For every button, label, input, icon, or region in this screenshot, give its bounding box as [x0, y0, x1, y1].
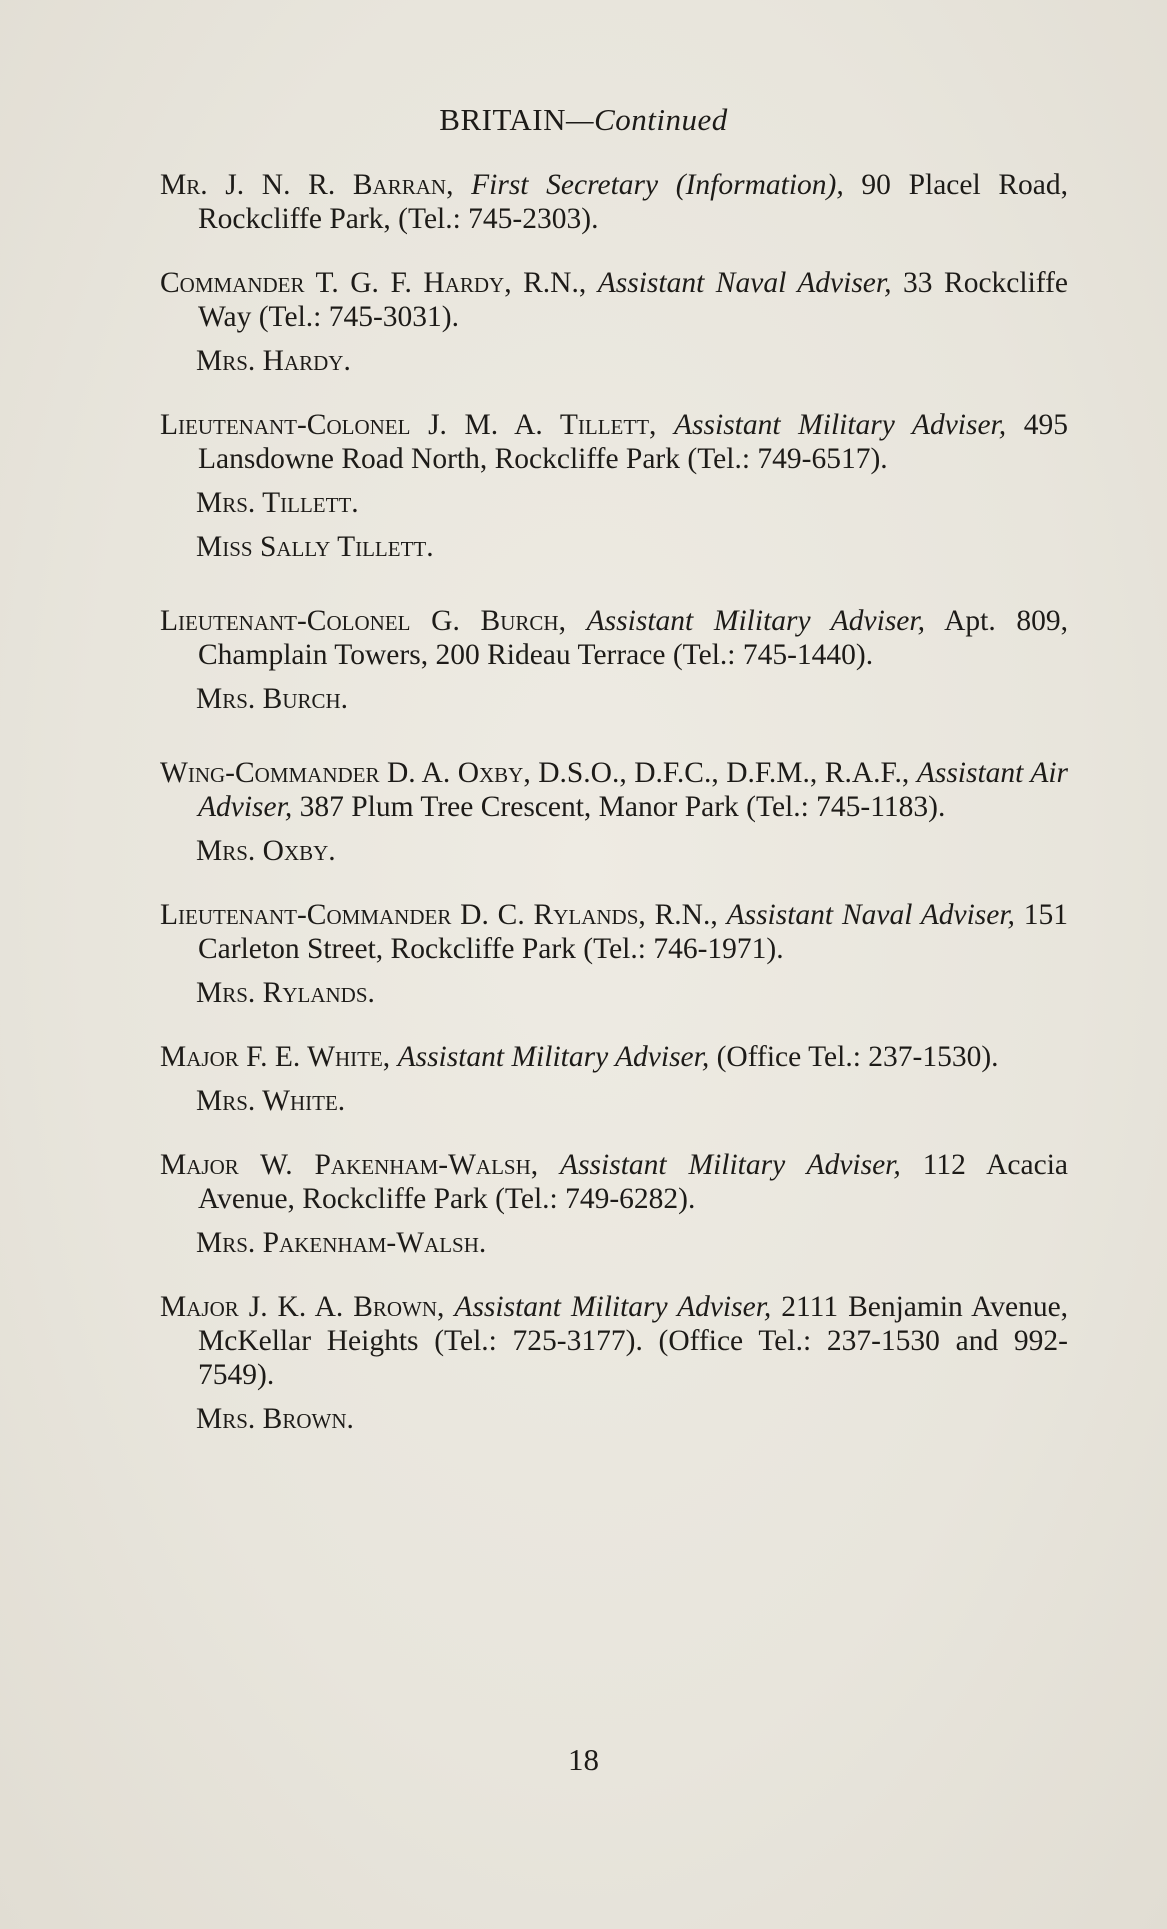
- entry-name: Major F. E. White,: [160, 1041, 391, 1073]
- page-number: 18: [568, 1742, 599, 1777]
- entry-role: Assistant Military Adviser,: [560, 1149, 901, 1181]
- header-continued: —Continued: [566, 102, 728, 137]
- list-entry: [160, 1040, 1068, 1118]
- list-entry: [160, 604, 1068, 716]
- entry-details: 2111 Benjamin Avenue, McKellar Heights (Tel.: 725-3177). (Office Tel.: 237-1530 and 992-7549).: [198, 1291, 1069, 1391]
- entry-details: (Office Tel.: 237-1530).: [716, 1041, 999, 1073]
- entry-family-member: Mrs. Hardy.: [196, 345, 351, 377]
- entry-name: Lieutenant-Colonel J. M. A. Tillett,: [160, 409, 657, 441]
- entry-family-member: Mrs. Pakenham-Walsh.: [196, 1227, 487, 1259]
- entry-name: Major J. K. A. Brown,: [160, 1291, 445, 1323]
- entry-name: Lieutenant-Colonel G. Burch,: [160, 605, 566, 637]
- entry-family-member: Miss Sally Tillett.: [196, 531, 434, 563]
- diplomat-list: [160, 168, 1068, 1466]
- list-entry: [160, 168, 1068, 236]
- list-entry: [160, 1148, 1068, 1260]
- entry-details: 90 Placel Road, Rockcliffe Park, (Tel.: 745-2303).: [198, 169, 1068, 235]
- entry-details: Apt. 809, Champlain Towers, 200 Rideau Terrace (Tel.: 745-1440).: [198, 605, 1069, 671]
- list-entry: [160, 408, 1068, 564]
- entry-main: [160, 168, 1068, 236]
- entry-family-member: Mrs. Brown.: [196, 1403, 354, 1435]
- entry-details: 33 Rockcliffe Way (Tel.: 745-3031).: [198, 267, 1069, 333]
- entry-role: Assistant Military Adviser,: [454, 1291, 772, 1323]
- entry-name: Wing-Commander D. A. Oxby, D.S.O., D.F.C., D.F.M., R.A.F.,: [160, 757, 910, 789]
- entry-details: 112 Acacia Avenue, Rockcliffe Park (Tel.: 749-6282).: [198, 1149, 1068, 1215]
- entry-role: Assistant Naval Adviser,: [726, 899, 1015, 931]
- entry-main: [160, 408, 1068, 476]
- list-entry: [160, 756, 1068, 868]
- entry-family-member: Mrs. White.: [196, 1085, 346, 1117]
- entry-main: [160, 1290, 1068, 1392]
- entry-name: Lieutenant-Commander D. C. Rylands, R.N.,: [160, 899, 718, 931]
- entry-role: Assistant Air Adviser,: [198, 757, 1069, 823]
- entry-main: [160, 756, 1068, 824]
- entry-main: [160, 1148, 1068, 1216]
- entry-name: Major W. Pakenham-Walsh,: [160, 1149, 539, 1181]
- header-country: BRITAIN: [439, 102, 566, 137]
- entry-main: [160, 1040, 1068, 1074]
- entry-main: [160, 898, 1068, 966]
- list-entry: [160, 898, 1068, 1010]
- entry-family-member: Mrs. Rylands.: [196, 977, 375, 1009]
- list-entry: [160, 1290, 1068, 1436]
- entry-role: Assistant Military Adviser,: [397, 1041, 710, 1073]
- entry-name: Commander T. G. F. Hardy, R.N.,: [160, 267, 587, 299]
- entry-role: Assistant Naval Adviser,: [597, 267, 892, 299]
- entry-name: Mr. J. N. R. Barran,: [160, 169, 454, 201]
- entry-details: 387 Plum Tree Crescent, Manor Park (Tel.: 745-1183).: [299, 791, 946, 823]
- entry-family-member: Mrs. Burch.: [196, 683, 349, 715]
- entry-role: Assistant Military Adviser,: [586, 605, 925, 637]
- entry-family-member: Mrs. Tillett.: [196, 487, 359, 519]
- entry-role: Assistant Military Adviser,: [674, 409, 1007, 441]
- entry-main: [160, 266, 1068, 334]
- entry-details: 495 Lansdowne Road North, Rockcliffe Park (Tel.: 749-6517).: [198, 409, 1069, 475]
- entry-main: [160, 604, 1068, 672]
- entry-role: First Secretary (Information),: [471, 169, 844, 201]
- entry-details: 151 Carleton Street, Rockcliffe Park (Tel.: 746-1971).: [198, 899, 1069, 965]
- entry-family-member: Mrs. Oxby.: [196, 835, 336, 867]
- page-header: [0, 102, 1167, 138]
- list-entry: [160, 266, 1068, 378]
